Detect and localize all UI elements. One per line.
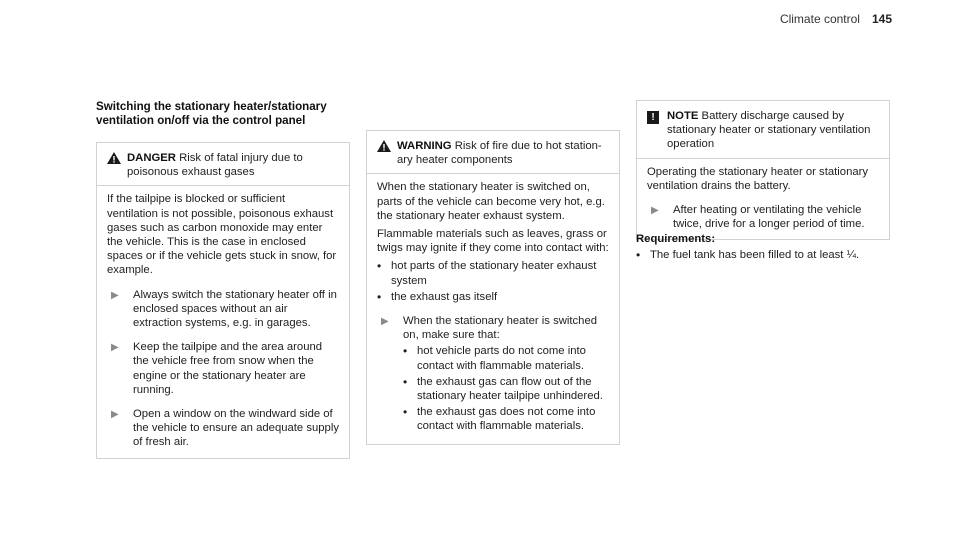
warning-triangle-icon xyxy=(377,139,397,167)
danger-label: DANGER xyxy=(127,152,176,164)
bullet-icon: • xyxy=(403,405,408,420)
list-item: • hot vehicle parts do not come into contact with flammable materials. xyxy=(403,344,586,372)
note-label: NOTE xyxy=(667,110,699,122)
step-item: ▶ Keep the tailpipe and the area around the vehicle free from snow when the engine or the stationary heater are running. xyxy=(107,340,339,397)
note-box xyxy=(636,100,890,240)
warning-paragraph: Flammable materials such as leaves, grass or twigs may ignite if they come into contact with: xyxy=(377,228,609,255)
warning-triangle-icon xyxy=(107,151,127,179)
warning-headline: Risk of fire due to hot station-ary heater components xyxy=(397,140,602,167)
column-2 xyxy=(366,130,620,445)
danger-head xyxy=(97,143,349,185)
requirements-title: Requirements: xyxy=(636,233,716,245)
section-title: Climate control xyxy=(779,12,860,26)
warning-head xyxy=(367,131,619,173)
arrow-right-icon: ▶ xyxy=(651,205,659,217)
page-header xyxy=(780,12,892,26)
requirements xyxy=(636,232,890,264)
bullet-icon: • xyxy=(377,259,382,274)
column-3 xyxy=(636,100,890,240)
notice-icon: ! xyxy=(647,111,659,124)
page-number: 145 xyxy=(871,12,892,26)
warning-body xyxy=(367,173,619,443)
arrow-right-icon: ▶ xyxy=(381,316,389,328)
step-item: ▶ Always switch the stationary heater off in enclosed spaces without an air extraction systems, e.g. in garages. xyxy=(107,288,339,331)
step-item: ▶ When the stationary heater is switched on, make sure that: • hot vehicle parts do not come into contact with flammable materials. • the exhaust gas can flow out of the stationary heater tailpipe unhindered. • the exhaust gas does not come into contact with flammable materials. xyxy=(377,314,609,436)
arrow-right-icon: ▶ xyxy=(111,289,119,301)
bullet-icon: • xyxy=(377,289,382,304)
danger-body xyxy=(97,185,349,457)
danger-headline: Risk of fatal injury due to poisonous exhaust gases xyxy=(127,152,303,179)
note-text: Operating the stationary heater or stationary ventilation drains the battery. xyxy=(647,165,869,192)
step-item: ▶ Open a window on the windward side of the vehicle to ensure an adequate supply of fresh air. xyxy=(107,407,339,450)
step-item: ▶ After heating or ventilating the vehicle twice, drive for a longer period of time. xyxy=(647,203,879,231)
list-item: • the exhaust gas itself xyxy=(377,289,498,304)
warning-label: WARNING xyxy=(397,140,452,152)
list-item: • the exhaust gas can flow out of the stationary heater tailpipe unhindered. xyxy=(403,374,603,403)
warning-box xyxy=(366,130,620,445)
warning-paragraph: When the stationary heater is switched on, parts of the vehicle can become very hot, e.g. the stationary heater exhaust system. xyxy=(377,181,605,222)
section-heading: Switching the stationary heater/stationary ventilation on/off via the control panel xyxy=(96,100,327,127)
note-headline: Battery discharge caused by stationary heater or stationary ventilation operation xyxy=(667,110,871,151)
bullet-icon: • xyxy=(403,344,408,359)
bullet-icon: • xyxy=(403,374,408,389)
bullet-icon: • xyxy=(636,248,641,263)
note-head xyxy=(637,101,889,158)
note-body xyxy=(637,158,889,240)
danger-text: If the tailpipe is blocked or sufficient ventilation is not possible, poisonous exhaust gases such as carbon monoxide may enter the vehicle. This is the case in enclosed spaces or if the vehicle gets stuck in snow, for example. xyxy=(107,193,337,277)
column-1 xyxy=(96,100,350,459)
list-item: • The fuel tank has been filled to at least ¼. xyxy=(636,248,860,263)
danger-box xyxy=(96,142,350,459)
arrow-right-icon: ▶ xyxy=(111,342,119,354)
list-item: • the exhaust gas does not come into contact with flammable materials. xyxy=(403,405,596,433)
arrow-right-icon: ▶ xyxy=(111,409,119,421)
list-item: • hot parts of the stationary heater exhaust system xyxy=(377,259,597,287)
